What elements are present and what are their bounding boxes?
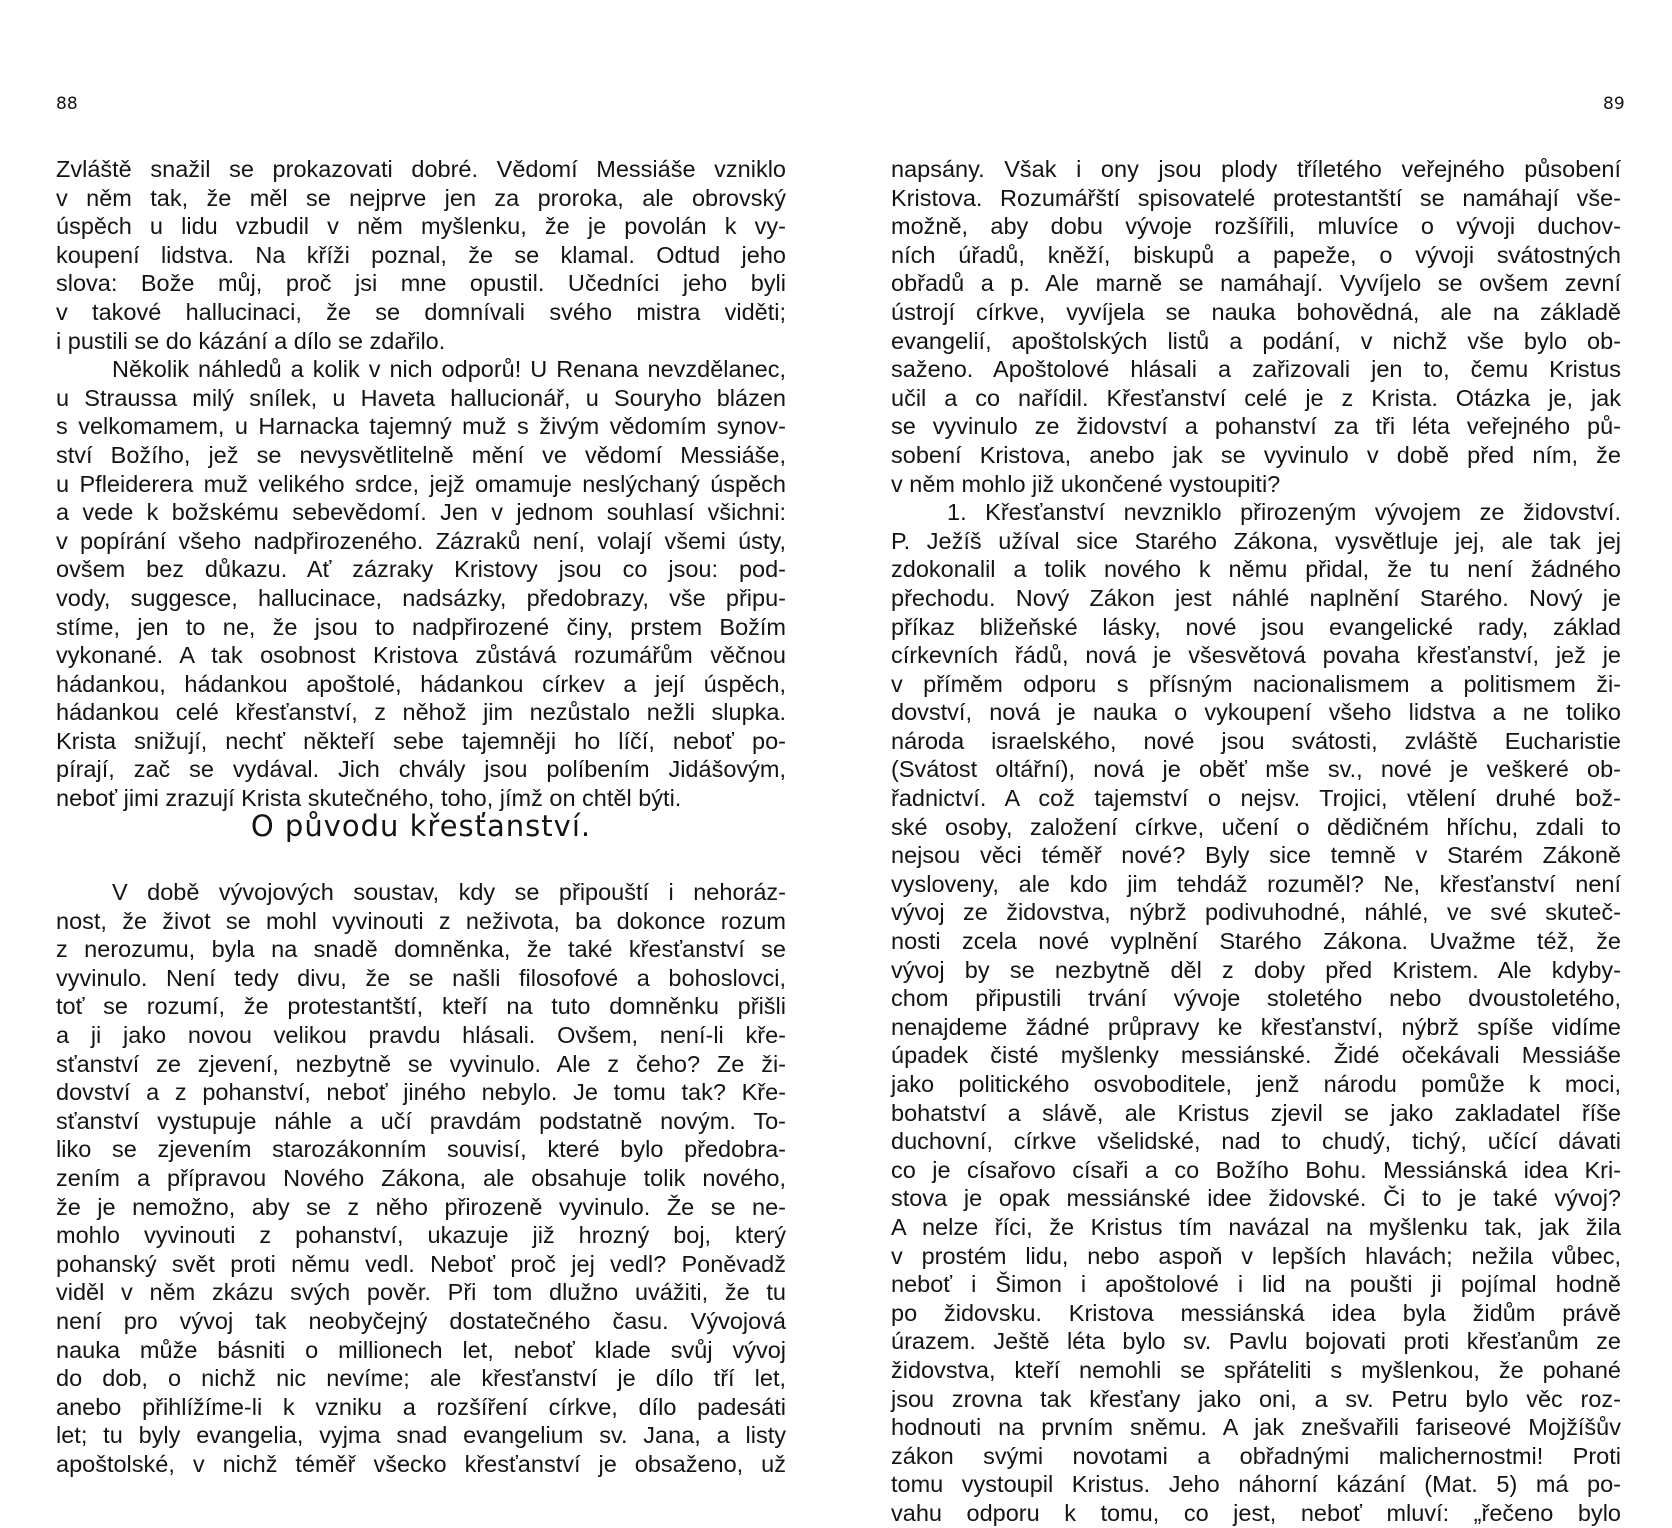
text-line: ské osoby, založení církve, učení o dědičném hříchu, zdali to <box>891 813 1621 840</box>
text-line: z nerozumu, byla na snadě domněnka, že také křesťanství se <box>56 936 786 963</box>
text-line: 1. Křesťanství nevzniklo přirozeným vývojem ze židovství. <box>947 499 1621 526</box>
text-line: v prostém lidu, nebo aspoň v lepších hlavách; nežila vůbec, <box>891 1242 1621 1269</box>
text-line: stíme, jen to ne, že jsou to nadpřirozené činy, prstem Božím <box>56 613 786 640</box>
text-line: duchovní, církve všelidské, nad to chudý, tichý, učící dávati <box>891 1128 1621 1155</box>
text-line: co je císařovo císaři a co Božího Bohu. Messiánská idea Kri- <box>891 1156 1621 1183</box>
text-line: nauka může básniti o millionech let, neboť klade svůj vývoj <box>56 1336 786 1363</box>
text-line: P. Ježíš užíval sice Starého Zákona, vysvětluje jej, ale tak jej <box>891 527 1621 554</box>
text-line: ství Božího, jež se nevysvětlitelně mění ve vědomí Messiáše, <box>56 441 786 468</box>
text-line: ních úřadů, kněží, biskupů a papeže, o vývoji svátostných <box>891 241 1621 268</box>
page-number-right: 89 <box>1603 94 1625 114</box>
text-line: zdokonalil a tolik nového k němu přidal, že tu není žádného <box>891 556 1621 583</box>
text-line: jsou zrovna tak křesťany jako oni, a sv. Petru bylo věc roz- <box>891 1385 1621 1412</box>
text-line: možně, aby dobu vývoje rozšířili, mluvíce o vývoji duchov- <box>891 213 1621 240</box>
text-line: sťanství vystupuje náhle a učí pravdám podstatně novým. To- <box>56 1107 786 1134</box>
page-number-left: 88 <box>56 94 78 114</box>
text-line: evangelií, apoštolských listů a podání, v nichž vše bylo ob- <box>891 327 1621 354</box>
text-line: sobení Kristova, anebo jak se vyvinulo v době před ním, že <box>891 441 1621 468</box>
left-page-upper-text <box>56 155 786 813</box>
text-line: A nelze říci, že Kristus tím navázal na myšlenku tak, jak žila <box>891 1213 1621 1240</box>
text-line: v něm tak, že měl se nejprve jen za proroka, ale obrovský <box>56 184 786 211</box>
text-line: vysloveny, ale kdo jim tehdáž rozuměl? Ne, křesťanství není <box>891 870 1621 897</box>
text-line: že je nemožno, aby se z něho přirozeně vyvinulo. Že se ne- <box>56 1193 786 1220</box>
text-line: vykonané. A tak osobnost Kristova zůstává rozumářům věčnou <box>56 642 786 669</box>
text-line: dovství, nová je nauka o vykoupení všeho lidstva a ne toliko <box>891 699 1621 726</box>
text-line: vývoj by se nezbytně děl z doby před Kristem. Ale kdyby- <box>891 956 1621 983</box>
text-line: let; tu byly evangelia, vyjma snad evangelium sv. Jana, a listy <box>56 1422 786 1449</box>
text-line: slova: Bože můj, proč jsi mne opustil. Učedníci jeho byli <box>56 270 786 297</box>
text-line: Zvláště snažil se prokazovati dobré. Vědomí Messiáše vzniklo <box>56 156 786 182</box>
text-line: není pro vývoj tak neobyčejný dostatečného času. Vývojová <box>56 1307 786 1334</box>
text-line: zákon svými novotami a obřadnými malichernostmi! Proti <box>891 1442 1621 1469</box>
text-line: neboť i Šimon i apoštolové i lid na poušti ji pojímal hodně <box>891 1271 1621 1298</box>
text-line: saženo. Apoštolové hlásali a zařizovali jen to, čemu Kristus <box>891 356 1621 383</box>
text-line: ústrojí církve, vyvíjela se nauka bohovědná, ale na základě <box>891 298 1621 325</box>
text-line: liko se zjevením starozákonním souvisí, které bylo předobra- <box>56 1136 786 1163</box>
text-line: úspěch u lidu vzbudil v něm myšlenku, že je povolán k vy- <box>56 213 786 240</box>
text-line: pohanský svět proti němu vedl. Neboť proč jej vedl? Poněvadž <box>56 1250 786 1277</box>
text-line: nejsou věci téměř nové? Byly sice temně v Starém Zákoně <box>891 842 1621 869</box>
text-line: dovství a z pohanství, neboť jiného nebylo. Je tomu tak? Kře- <box>56 1079 786 1106</box>
text-line: se vyvinulo ze židovství a pohanství za tři léta veřejného pů- <box>891 413 1621 440</box>
text-line: i pustili se do kázání a dílo se zdařilo. <box>56 327 446 354</box>
text-line: nosti zcela nové vyplnění Starého Zákona. Uvažme též, že <box>891 928 1621 955</box>
text-line: v něm mohlo již ukončené vystoupiti? <box>891 470 1281 497</box>
text-line: vahu odporu k tomu, co jest, neboť mluví: „řečeno bylo <box>891 1499 1621 1526</box>
text-line: v příměm odporu s přísným nacionalismem a politismem ži- <box>891 670 1621 697</box>
text-line: napsány. Však i ony jsou plody tříletého veřejného působení <box>891 156 1621 182</box>
text-line: toť se rozumí, že protestantští, kteří na tuto domněnku přišli <box>56 993 786 1020</box>
chapter-heading: O původu křesťanství. <box>250 809 592 843</box>
right-page-text <box>891 155 1621 1528</box>
text-line: s velkomamem, u Harnacka tajemný muž s živým vědomím synov- <box>56 413 786 440</box>
text-line: Krista snižují, nechť někteří sebe tajemněji ho líčí, neboť po- <box>56 727 786 754</box>
text-line: hodnouti na prvním sněmu. A jak znešvařili fariseové Mojžíšův <box>891 1414 1621 1441</box>
text-line: Kristova. Rozumářští spisovatelé protestantští se namáhají vše- <box>891 184 1621 211</box>
text-line: koupení lidstva. Na kříži poznal, že se klamal. Odtud jeho <box>56 241 786 268</box>
text-line: v popírání všeho nadpřirozeného. Zázraků není, volají všemi ústy, <box>56 527 786 554</box>
text-line: hádankou, hádankou apoštolé, hádankou církev a její úspěch, <box>56 670 786 697</box>
text-line: chom připustili trvání vývoje stoletého nebo dvoustoletého, <box>891 985 1621 1012</box>
text-line: po židovsku. Kristova messiánská idea byla židům právě <box>891 1299 1621 1326</box>
text-line: zením a přípravou Nového Zákona, ale obsahuje tolik nového, <box>56 1164 786 1191</box>
text-line: příkaz bližeňské lásky, nové jsou evangelické rady, základ <box>891 613 1621 640</box>
text-line: tomu vystoupil Kristus. Jeho náhorní kázání (Mat. 5) má po- <box>891 1471 1621 1498</box>
text-line: stova je opak messiánské idee židovské. Či to je také vývoj? <box>891 1185 1621 1212</box>
text-line: hádankou celé křesťanství, z něhož jim nezůstalo nežli slupka. <box>56 699 786 726</box>
text-line: u Pfleiderera muž velikého srdce, jejž omamuje neslýchaný úspěch <box>56 470 786 497</box>
text-line: vývoj ze židovstva, nýbrž podivuhodné, náhlé, ve své skuteč- <box>891 899 1621 926</box>
text-line: mohlo vyvinouti z pohanství, ukazuje již hrozný boj, který <box>56 1222 786 1249</box>
text-line: nost, že život se mohl vyvinouti z neživota, ba dokonce rozum <box>56 907 786 934</box>
text-line: přechodu. Nový Zákon jest náhlé naplnění Starého. Nový je <box>891 584 1621 611</box>
text-line: vody, suggesce, hallucinace, nadsázky, předobrazy, vše připu- <box>56 584 786 611</box>
text-line: a ji jako novou velikou pravdu hlásali. Ovšem, není-li kře- <box>56 1021 786 1048</box>
text-line: u Straussa milý snílek, u Haveta hallucionář, u Souryho blázen <box>56 384 786 411</box>
text-line: úrazem. Ještě léta bylo sv. Pavlu bojovati proti křesťanům ze <box>891 1328 1621 1355</box>
text-line: v takové hallucinaci, že se domnívali svého mistra viděti; <box>56 298 786 325</box>
text-line: obřadů a p. Ale marně se namáhají. Vyvíjelo se ovšem zevní <box>891 270 1621 297</box>
text-line: bohatství a slávě, ale Kristus zjevil se jako zakladatel říše <box>891 1099 1621 1126</box>
text-line: pírají, zač se vydával. Jich chvály jsou políbením Jidášovým, <box>56 756 786 783</box>
left-page-lower-text <box>56 878 786 1478</box>
text-line: do dob, o nichž nic nevíme; ale křesťanství je dílo tří let, <box>56 1365 786 1392</box>
text-line: nenajdeme žádné průpravy ke křesťanství, nýbrž spíše vidíme <box>891 1013 1621 1040</box>
text-line: vyvinulo. Není tedy divu, že se našli filosofové a bohoslovci, <box>56 964 786 991</box>
text-line: církevních řádů, nová je všesvětová povaha křesťanství, jež je <box>891 642 1621 669</box>
text-line: anebo přihlížíme-li k vzniku a rozšíření církve, dílo padesáti <box>56 1393 786 1420</box>
text-line: apoštolské, v nichž téměř všecko křesťanství je obsaženo, už <box>56 1450 786 1477</box>
text-line: a vede k božskému sebevědomí. Jen v jednom souhlasí všichni: <box>56 499 786 526</box>
text-line: Několik náhledů a kolik v nich odporů! U Renana nevzdělanec, <box>112 356 786 383</box>
text-line: národa israelského, nové jsou svátosti, zvláště Eucharistie <box>891 727 1621 754</box>
text-line: učil a co nařídil. Křesťanství celé je z Krista. Otázka je, jak <box>891 384 1621 411</box>
text-line: jako politického osvoboditele, jenž národu pomůže k moci, <box>891 1071 1621 1097</box>
text-line: sťanství ze zjevení, nezbytně se vyvinulo. Ale z čeho? Ze ži- <box>56 1050 786 1077</box>
text-line: (Svátost oltářní), nová je oběť mše sv., nové je veškeré ob- <box>891 756 1621 783</box>
text-line: ovšem bez důkazu. Ať zázraky Kristovy jsou co jsou: pod- <box>56 556 786 583</box>
text-line: V době vývojových soustav, kdy se připouští i nehoráz- <box>112 879 786 905</box>
text-line: neboť jimi zrazují Krista skutečného, toho, jímž on chtěl býti. <box>56 785 682 812</box>
text-line: řadnictví. A což tajemství o nejsv. Trojici, vtělení druhé bož- <box>891 785 1621 812</box>
text-line: viděl v něm zkázu svých pověr. Při tom dlužno uvážiti, že tu <box>56 1279 786 1306</box>
text-line: židovstva, kteří nemohli se spřáteliti s myšlenkou, že pohané <box>891 1356 1621 1383</box>
text-line: úpadek čisté myšlenky messiánské. Židé očekávali Messiáše <box>891 1042 1621 1069</box>
